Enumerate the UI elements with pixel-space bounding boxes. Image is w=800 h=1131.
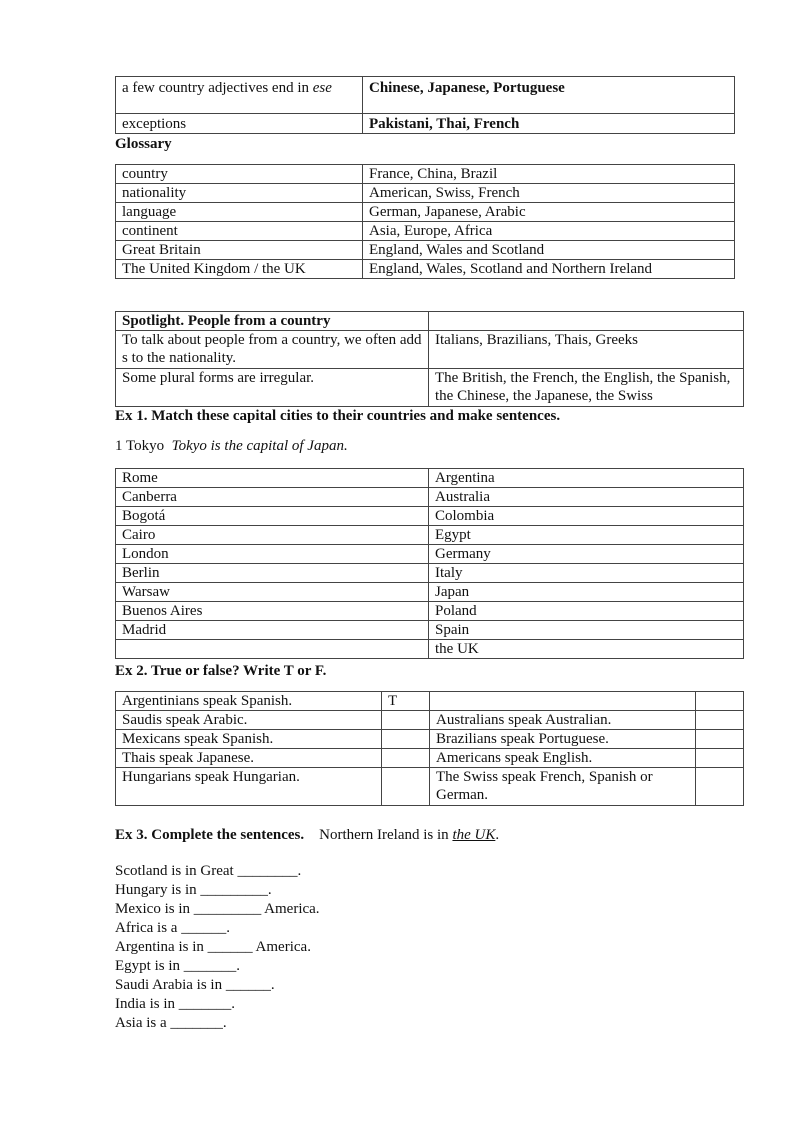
table-row: [116, 331, 744, 369]
table-row: [116, 564, 744, 583]
table-row: [116, 768, 744, 806]
answer-cell[interactable]: [382, 768, 430, 806]
ex3-sentence[interactable]: Hungary is in _________.: [115, 882, 272, 898]
statement-cell: Mexicans speak Spanish.: [116, 730, 382, 749]
table-cell: England, Wales, Scotland and Northern Ireland: [363, 260, 735, 279]
table-row: [116, 77, 735, 114]
table-row: [116, 260, 735, 279]
table-cell: France, China, Brazil: [363, 165, 735, 184]
table-cell: American, Swiss, French: [363, 184, 735, 203]
city-cell: London: [116, 545, 429, 564]
table-row: [116, 749, 744, 768]
ex1-title: Ex 1. Match these capital cities to their countries and make sentences.: [115, 408, 561, 424]
spotlight-header: Spotlight. People from a country: [116, 312, 429, 331]
table-cell: The British, the French, the English, the Spanish, the Chinese, the Japanese, the Swiss: [429, 369, 744, 407]
table-row: [116, 545, 744, 564]
table-row: [116, 312, 744, 331]
country-cell: Argentina: [429, 469, 744, 488]
table-cell: Chinese, Japanese, Portuguese: [363, 77, 735, 114]
table-row: [116, 526, 744, 545]
ex3-sentence[interactable]: Scotland is in Great ________.: [115, 863, 302, 879]
city-cell: Warsaw: [116, 583, 429, 602]
city-cell: Canberra: [116, 488, 429, 507]
table-row: [116, 203, 735, 222]
ex1-table: [115, 468, 744, 659]
answer-cell[interactable]: [696, 730, 744, 749]
statement-cell: The Swiss speak French, Spanish or German.: [430, 768, 696, 806]
table-cell: a few country adjectives end in ese: [116, 77, 363, 114]
city-cell: Bogotá: [116, 507, 429, 526]
ex3-sentences: [115, 862, 320, 1033]
table-row: [116, 222, 735, 241]
table-cell: Asia, Europe, Africa: [363, 222, 735, 241]
ex3-title: Ex 3. Complete the sentences.: [115, 827, 305, 843]
country-cell: Germany: [429, 545, 744, 564]
table-cell: The United Kingdom / the UK: [116, 260, 363, 279]
statement-cell: Saudis speak Arabic.: [116, 711, 382, 730]
statement-cell: Argentinians speak Spanish.: [116, 692, 382, 711]
table-row: [116, 507, 744, 526]
city-cell: Berlin: [116, 564, 429, 583]
ex3-sentence[interactable]: Saudi Arabia is in ______.: [115, 977, 275, 993]
statement-cell: Hungarians speak Hungarian.: [116, 768, 382, 806]
table-cell: country: [116, 165, 363, 184]
table-cell: language: [116, 203, 363, 222]
table-row: [116, 730, 744, 749]
adjectives-table: [115, 76, 735, 134]
ex3-example-answer: the UK: [452, 827, 496, 843]
table-row: [116, 640, 744, 659]
ex3-sentence[interactable]: Egypt is in _______.: [115, 958, 241, 974]
answer-cell[interactable]: [382, 711, 430, 730]
answer-cell[interactable]: [696, 749, 744, 768]
city-cell: Madrid: [116, 621, 429, 640]
table-cell: continent: [116, 222, 363, 241]
city-cell: Buenos Aires: [116, 602, 429, 621]
spotlight-table: [115, 311, 744, 407]
answer-cell[interactable]: [382, 749, 430, 768]
country-cell: Egypt: [429, 526, 744, 545]
table-row: [116, 369, 744, 407]
country-cell: Japan: [429, 583, 744, 602]
answer-cell[interactable]: T: [382, 692, 430, 711]
answer-cell[interactable]: [696, 711, 744, 730]
glossary-title: Glossary: [115, 136, 172, 152]
table-cell: [429, 312, 744, 331]
table-cell: Great Britain: [116, 241, 363, 260]
country-cell: Australia: [429, 488, 744, 507]
answer-cell[interactable]: [696, 768, 744, 806]
country-cell: Poland: [429, 602, 744, 621]
country-cell: Spain: [429, 621, 744, 640]
ex3-sentence[interactable]: Argentina is in ______ America.: [115, 939, 311, 955]
country-cell: Colombia: [429, 507, 744, 526]
table-row: [116, 114, 735, 134]
ex3-header: Ex 3. Complete the sentences. Northern Ireland is in the UK.: [115, 827, 500, 843]
country-cell: the UK: [429, 640, 744, 659]
table-row: [116, 711, 744, 730]
glossary-table: [115, 164, 735, 279]
ex3-sentence[interactable]: Asia is a _______.: [115, 1015, 227, 1031]
ex1-example: 1 Tokyo Tokyo is the capital of Japan.: [115, 438, 348, 454]
table-row: [116, 621, 744, 640]
table-cell: Some plural forms are irregular.: [116, 369, 429, 407]
table-cell: nationality: [116, 184, 363, 203]
table-cell: Pakistani, Thai, French: [363, 114, 735, 134]
table-cell: England, Wales and Scotland: [363, 241, 735, 260]
city-cell: [116, 640, 429, 659]
table-row: [116, 583, 744, 602]
statement-cell: Americans speak English.: [430, 749, 696, 768]
city-cell: Rome: [116, 469, 429, 488]
table-row: [116, 469, 744, 488]
table-row: [116, 184, 735, 203]
city-cell: Cairo: [116, 526, 429, 545]
table-row: [116, 692, 744, 711]
table-row: [116, 488, 744, 507]
ex2-table: [115, 691, 744, 806]
country-cell: Italy: [429, 564, 744, 583]
table-cell: German, Japanese, Arabic: [363, 203, 735, 222]
table-row: [116, 165, 735, 184]
table-cell: exceptions: [116, 114, 363, 134]
table-row: [116, 602, 744, 621]
answer-cell[interactable]: [696, 692, 744, 711]
statement-cell: [430, 692, 696, 711]
statement-cell: Brazilians speak Portuguese.: [430, 730, 696, 749]
ex2-title: Ex 2. True or false? Write T or F.: [115, 663, 327, 679]
answer-cell[interactable]: [382, 730, 430, 749]
ex3-sentence[interactable]: Mexico is in _________ America.: [115, 901, 320, 917]
table-cell: Italians, Brazilians, Thais, Greeks: [429, 331, 744, 369]
table-cell: To talk about people from a country, we often add s to the nationality.: [116, 331, 429, 369]
statement-cell: Thais speak Japanese.: [116, 749, 382, 768]
ex3-sentence[interactable]: Africa is a ______.: [115, 920, 230, 936]
statement-cell: Australians speak Australian.: [430, 711, 696, 730]
ex3-sentence[interactable]: India is in _______.: [115, 996, 235, 1012]
table-row: [116, 241, 735, 260]
